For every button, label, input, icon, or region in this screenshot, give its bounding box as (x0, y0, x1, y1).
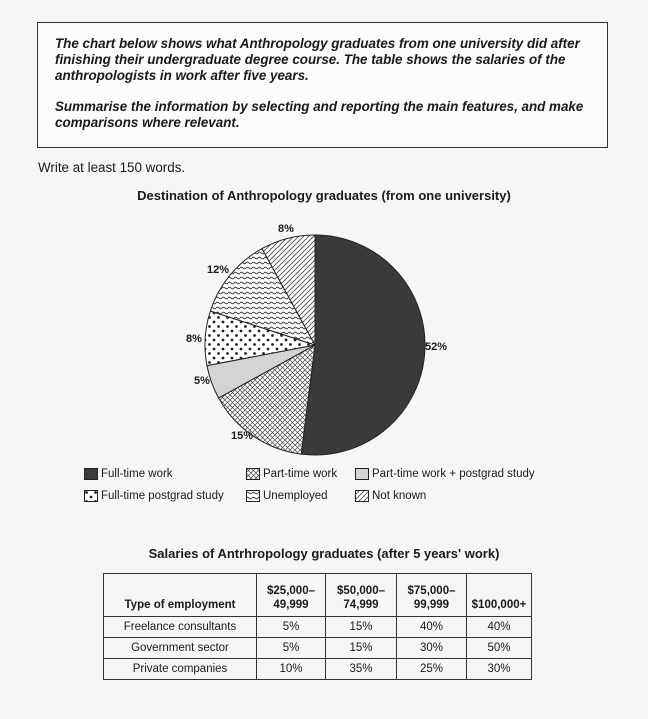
column-header: $50,000– 74,999 (326, 574, 397, 617)
table-row (104, 659, 532, 680)
table-cell: 5% (257, 617, 326, 638)
table-cell: 30% (467, 659, 532, 680)
column-header: $25,000– 49,999 (257, 574, 326, 617)
pie-label-unemployed: 12% (207, 264, 230, 276)
column-header: $100,000+ (467, 574, 532, 617)
table-cell: 30% (397, 638, 467, 659)
pie-label-full-time-work: 52% (425, 341, 448, 353)
table-cell: 50% (467, 638, 532, 659)
table-cell: 15% (326, 617, 397, 638)
row-type: Private companies (104, 659, 257, 680)
table-cell: 5% (257, 638, 326, 659)
pie-label-part-time-work: 15% (231, 430, 254, 442)
row-type: Freelance consultants (104, 617, 257, 638)
pie-label-part-time-postgrad: 5% (194, 375, 210, 387)
legend-item-full-time-work: Full-time work (84, 468, 173, 480)
table-title: Salaries of Antrhropology graduates (after 5 years' work) (148, 546, 500, 561)
table-cell: 35% (326, 659, 397, 680)
salary-table (103, 573, 532, 680)
legend-item-part-time-postgrad: Part-time work + postgrad study (355, 468, 535, 480)
pie-label-full-time-postgrad: 8% (186, 333, 202, 345)
table-cell: 25% (397, 659, 467, 680)
pie-slice-full-time-work (301, 235, 425, 455)
legend-item-not-known: Not known (355, 490, 426, 502)
table-row (104, 638, 532, 659)
row-type: Government sector (104, 638, 257, 659)
task-instruction: Summarise the information by selecting and reporting the main features, and make comparisons where relevant. (55, 99, 584, 130)
column-header: Type of employment (104, 574, 257, 617)
task-description: The chart below shows what Anthropology graduates from one university did after finishing their undergraduate degree course. The table shows the salaries of the anthropologists in work after five years. (55, 36, 580, 83)
legend-item-part-time-work: Part-time work (246, 468, 337, 480)
table-cell: 40% (397, 617, 467, 638)
table-header-row (104, 574, 532, 617)
table-cell: 40% (467, 617, 532, 638)
table-cell: 15% (326, 638, 397, 659)
word-count-instruction: Write at least 150 words. (38, 160, 186, 175)
pie-label-not-known: 8% (278, 223, 294, 235)
legend-item-unemployed: Unemployed (246, 490, 328, 502)
legend-item-full-time-postgrad: Full-time postgrad study (84, 490, 224, 502)
table-cell: 10% (257, 659, 326, 680)
table-row (104, 617, 532, 638)
pie-chart-title: Destination of Anthropology graduates (from one university) (137, 188, 511, 203)
column-header: $75,000– 99,999 (397, 574, 467, 617)
